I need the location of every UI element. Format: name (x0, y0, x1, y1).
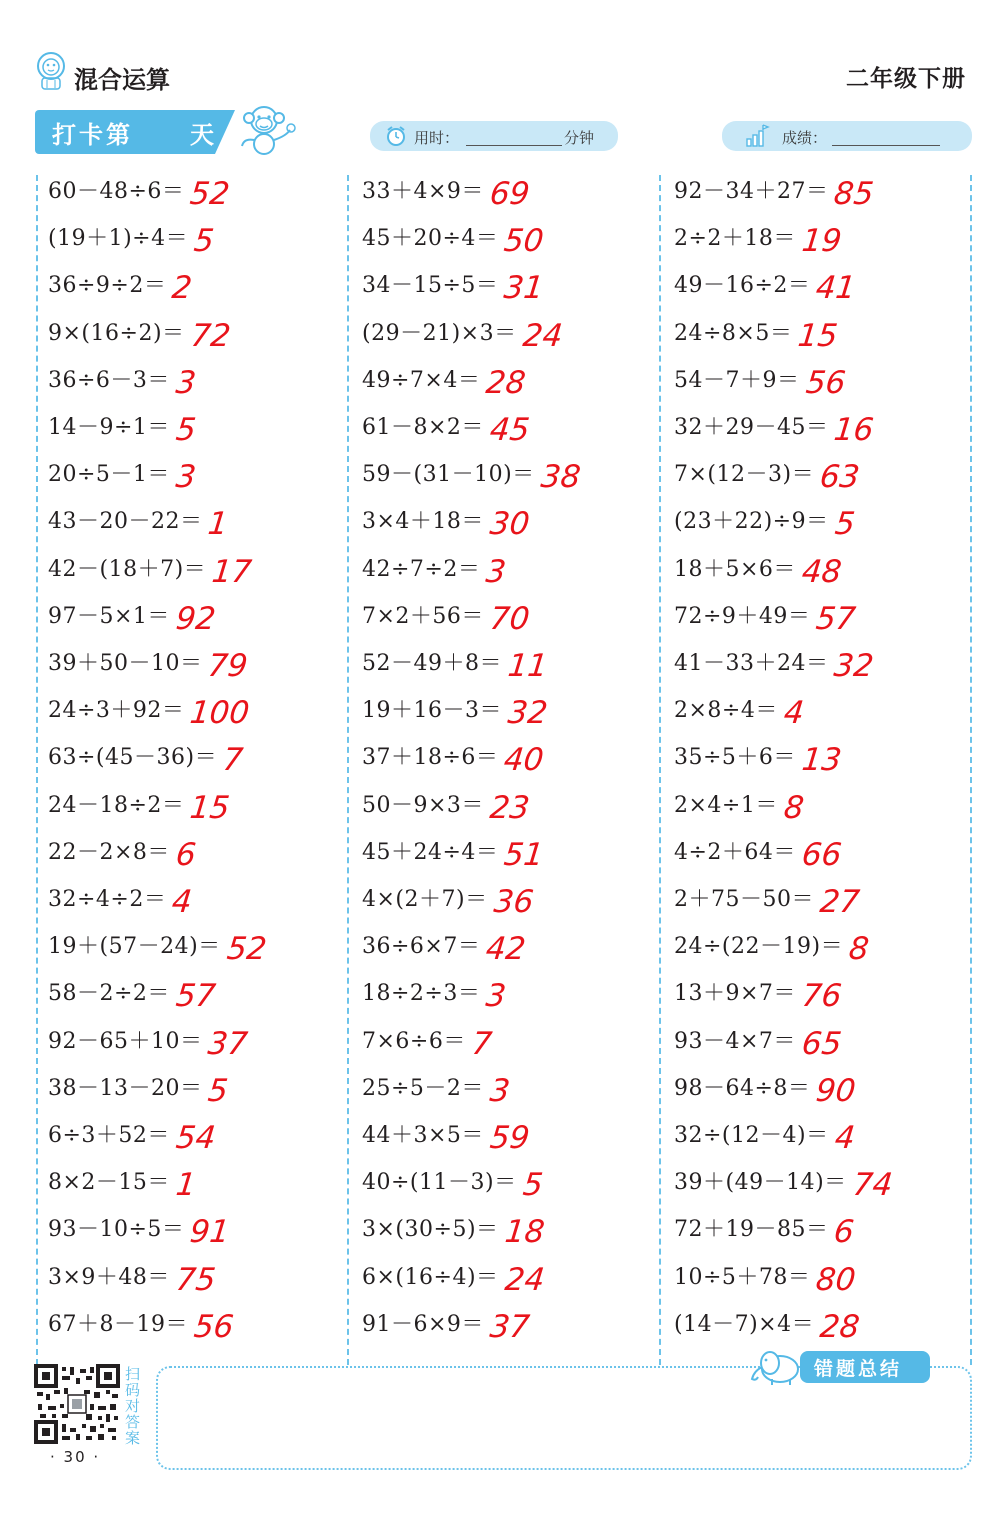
handwritten-answer[interactable]: 100 (188, 695, 252, 732)
exercise-question: 7×2＋56＝ (362, 603, 484, 629)
exercise-row (48, 260, 194, 307)
handwritten-answer[interactable]: 8 (847, 931, 871, 968)
time-unit-label: 分钟 (564, 129, 595, 147)
exercise-row (674, 874, 862, 920)
handwritten-answer[interactable]: 13 (800, 742, 844, 779)
exercise-question: 24－18÷2＝ (48, 792, 185, 818)
exercise-question: 49÷7×4＝ (362, 367, 481, 393)
exercise-question: (23＋22)÷9＝ (674, 509, 829, 535)
exercise-row (362, 591, 532, 637)
exercise-question: (19＋1)÷4＝ (48, 226, 189, 252)
handwritten-answer[interactable]: 72 (188, 317, 232, 354)
qr-code[interactable] (34, 1364, 120, 1444)
handwritten-answer[interactable]: 7 (221, 742, 245, 779)
exercise-row (48, 921, 269, 968)
exercise-row (48, 638, 248, 682)
exercise-row (48, 1299, 236, 1345)
exercise-question: 4×(2＋7)＝ (362, 887, 488, 912)
exercise-question: 72＋19－85＝ (674, 1217, 829, 1243)
exercise-question: 32÷(12－4)＝ (674, 1123, 829, 1148)
handwritten-answer[interactable]: 79 (206, 648, 250, 684)
handwritten-answer[interactable]: 32 (832, 648, 876, 684)
exercise-question: 36÷9÷2＝ (48, 273, 167, 299)
exercise-question: 39＋(49－14)＝ (674, 1170, 847, 1196)
exercise-question: 44＋3×5＝ (362, 1123, 484, 1148)
exercise-row (674, 921, 871, 968)
exercise-row (362, 780, 532, 826)
handwritten-answer[interactable]: 90 (814, 1072, 858, 1109)
exercise-row (674, 591, 856, 635)
exercise-row (674, 780, 804, 824)
exercise-row (48, 355, 196, 399)
exercise-question: 9×(16÷2)＝ (48, 320, 185, 346)
exercise-question: 18÷2÷3＝ (362, 981, 481, 1007)
exercise-question: 24÷3＋92＝ (48, 698, 185, 724)
handwritten-answer[interactable]: 75 (174, 1261, 218, 1298)
handwritten-answer[interactable]: 80 (814, 1261, 858, 1298)
exercise-question: 7×6÷6＝ (362, 1028, 466, 1054)
handwritten-answer[interactable]: 5 (192, 223, 216, 260)
handwritten-answer[interactable]: 8 (781, 789, 806, 826)
exercise-row (674, 1016, 844, 1062)
exercise-row (362, 308, 562, 352)
exercise-row (674, 685, 806, 732)
exercise-row (362, 402, 532, 448)
handwritten-answer[interactable]: 4 (781, 695, 806, 732)
handwritten-answer[interactable]: 65 (800, 1025, 844, 1062)
exercise-question: 35÷5＋6＝ (674, 745, 796, 771)
exercise-row (48, 968, 218, 1015)
handwritten-answer[interactable]: 37 (488, 1308, 532, 1345)
exercise-question: 49－16÷2＝ (674, 273, 811, 299)
exercise-question: 34－15÷5＝ (362, 273, 499, 299)
checkin-day-label: 天 (190, 121, 214, 149)
exercise-question: 36÷6×7＝ (362, 934, 481, 960)
exercise-question: 59－(31－10)＝ (362, 462, 535, 488)
exercise-row (674, 827, 844, 873)
exercise-question: 60－48÷6＝ (48, 179, 185, 204)
handwritten-answer[interactable]: 70 (488, 600, 532, 637)
exercise-row (362, 638, 550, 684)
handwritten-answer[interactable]: 1 (206, 506, 231, 543)
exercise-question: 39＋50－10＝ (48, 651, 203, 676)
checkin-label: 打卡第 (52, 121, 133, 149)
exercise-question: 6÷3＋52＝ (48, 1123, 170, 1148)
exercise-question: 24÷8×5＝ (674, 320, 793, 346)
exercise-row (674, 638, 874, 682)
exercise-question: 14－9÷1＝ (48, 415, 170, 440)
exercise-question: 72÷9＋49＝ (674, 603, 811, 629)
exercise-question: 2×4÷1＝ (674, 792, 778, 818)
exercise-row (362, 1110, 532, 1156)
handwritten-answer[interactable]: 16 (832, 412, 876, 448)
handwritten-answer[interactable]: 40 (502, 742, 546, 779)
handwritten-answer[interactable]: 56 (803, 364, 847, 401)
exercise-row (362, 685, 550, 732)
exercise-row (48, 1110, 218, 1156)
grade-label: 二年级下册 (846, 66, 966, 92)
exercise-row (674, 1063, 856, 1107)
handwritten-answer[interactable]: 5 (832, 506, 857, 543)
exercise-question: 93－10÷5＝ (48, 1217, 185, 1243)
exercise-row (674, 1299, 860, 1343)
handwritten-answer[interactable]: 7 (469, 1025, 494, 1062)
column-separator-2 (659, 175, 661, 1365)
handwritten-answer[interactable]: 28 (818, 1308, 862, 1345)
exercise-row (48, 1016, 248, 1060)
handwritten-answer[interactable]: 36 (491, 884, 535, 920)
exercise-row (362, 1063, 510, 1107)
clock-icon (384, 124, 408, 148)
exercise-row (674, 1252, 856, 1296)
exercise-question: 19＋16－3＝ (362, 698, 502, 724)
exercise-question: 38－13－20＝ (48, 1075, 203, 1101)
exercise-row (48, 732, 245, 779)
exercise-question: 37＋18÷6＝ (362, 745, 499, 771)
handwritten-answer[interactable]: 42 (484, 931, 528, 968)
exercise-row (362, 166, 532, 212)
exercise-row (674, 402, 874, 446)
exercise-row (48, 1204, 232, 1251)
exercise-question: 97－5×1＝ (48, 603, 170, 629)
exercise-question: 61－8×2＝ (362, 415, 484, 440)
handwritten-answer[interactable]: 11 (506, 648, 550, 684)
handwritten-answer[interactable]: 48 (800, 553, 844, 590)
exercise-question: (14－7)×4＝ (674, 1311, 815, 1337)
error-summary-label: 错题总结 (814, 1358, 903, 1380)
exercise-question: 45＋20÷4＝ (362, 226, 499, 252)
exercise-row (48, 1063, 231, 1109)
exercise-question: 3×9＋48＝ (48, 1264, 170, 1290)
handwritten-answer[interactable]: 3 (484, 553, 508, 590)
exercise-question: 36÷6－3＝ (48, 367, 170, 393)
exercise-question: 6×(16÷4)＝ (362, 1264, 499, 1290)
column-border-left (36, 175, 38, 1365)
exercise-row (674, 544, 844, 590)
handwritten-answer[interactable]: 56 (192, 1308, 236, 1345)
exercise-row (674, 496, 857, 543)
exercise-row (362, 1016, 492, 1060)
exercise-question: 8×2－15＝ (48, 1170, 170, 1196)
exercise-question: 93－4×7＝ (674, 1028, 796, 1054)
handwritten-answer[interactable]: 51 (502, 836, 546, 873)
exercise-question: 32＋29－45＝ (674, 415, 829, 440)
handwritten-answer[interactable]: 28 (484, 364, 528, 401)
exercise-question: 13＋9×7＝ (674, 981, 796, 1007)
exercise-question: 4÷2＋64＝ (674, 839, 796, 865)
exercise-row (362, 968, 508, 1015)
exercise-row (674, 308, 838, 352)
handwritten-answer[interactable]: 6 (832, 1214, 857, 1251)
exercise-question: 2÷2＋18＝ (674, 226, 796, 252)
exercise-question: 2×8÷4＝ (674, 698, 778, 724)
exercise-row (48, 827, 196, 871)
exercise-row (362, 827, 544, 871)
score-input-line[interactable] (832, 145, 940, 146)
exercise-question: 20÷5－1＝ (48, 462, 170, 488)
exercise-question: 42－(18＋7)＝ (48, 556, 207, 582)
handwritten-answer[interactable]: 76 (800, 978, 844, 1015)
exercise-question: 50－9×3＝ (362, 792, 484, 818)
exercise-question: 43－20－22＝ (48, 509, 203, 535)
column-border-right (970, 175, 972, 1365)
exercise-question: 92－65＋10＝ (48, 1028, 203, 1054)
exercise-question: 45＋24÷4＝ (362, 839, 499, 865)
handwritten-answer[interactable]: 3 (174, 459, 198, 496)
exercise-row (48, 308, 230, 352)
lion-logo-icon (33, 50, 69, 92)
exercise-row (362, 449, 583, 496)
handwritten-answer[interactable]: 57 (814, 600, 858, 637)
handwritten-answer[interactable]: 31 (502, 270, 546, 307)
exercise-question: 52－49＋8＝ (362, 651, 502, 676)
exercise-question: 25÷5－2＝ (362, 1075, 484, 1101)
time-label: 用时： (414, 129, 460, 147)
book-title: 混合运算 (74, 66, 170, 94)
exercise-row (362, 732, 546, 779)
exercise-row (48, 496, 231, 543)
exercise-question: 7×(12－3)＝ (674, 462, 815, 488)
exercise-row (674, 213, 844, 260)
exercise-question: 32÷4÷2＝ (48, 887, 167, 912)
exercise-row (48, 1252, 218, 1298)
exercise-row (674, 260, 858, 307)
exercise-question: 67＋8－19＝ (48, 1311, 188, 1337)
exercise-question: 40÷(11－3)＝ (362, 1170, 517, 1196)
handwritten-answer[interactable]: 4 (170, 884, 194, 920)
exercise-row (362, 1157, 545, 1204)
handwritten-answer[interactable]: 5 (174, 412, 198, 448)
exercise-question: 3×(30÷5)＝ (362, 1217, 499, 1243)
exercise-row (48, 1157, 198, 1204)
exercise-row (362, 544, 506, 588)
exercise-row (674, 1110, 857, 1156)
handwritten-answer[interactable]: 45 (488, 412, 532, 448)
handwritten-answer[interactable]: 23 (488, 789, 532, 826)
exercise-row (362, 355, 526, 399)
exercise-row (48, 685, 252, 732)
handwritten-answer[interactable]: 4 (832, 1120, 857, 1156)
exercise-row (362, 496, 532, 543)
exercise-question: (29－21)×3＝ (362, 320, 517, 346)
exercise-question: 3×4＋18＝ (362, 509, 484, 535)
handwritten-answer[interactable]: 17 (210, 553, 254, 590)
handwritten-answer[interactable]: 38 (538, 459, 583, 496)
exercise-question: 92－34＋27＝ (674, 179, 829, 204)
handwritten-answer[interactable]: 41 (814, 270, 858, 307)
exercise-question: 41－33＋24＝ (674, 651, 829, 676)
exercise-row (674, 968, 844, 1015)
handwritten-answer[interactable]: 52 (188, 176, 232, 212)
handwritten-answer[interactable]: 37 (206, 1025, 250, 1062)
handwritten-answer[interactable]: 63 (818, 459, 862, 496)
exercise-row (674, 166, 874, 210)
exercise-row (362, 1299, 532, 1345)
exercise-question: 54－7＋9＝ (674, 367, 800, 393)
exercise-row (674, 355, 845, 399)
exercise-question: 2＋75－50＝ (674, 887, 814, 912)
handwritten-answer[interactable]: 24 (502, 1261, 546, 1298)
exercise-row (48, 874, 192, 918)
handwritten-answer[interactable]: 15 (796, 317, 840, 354)
exercise-row (48, 213, 216, 260)
handwritten-answer[interactable]: 66 (800, 836, 844, 873)
exercise-row (674, 732, 844, 779)
exercise-row (674, 1204, 857, 1251)
handwritten-answer[interactable]: 5 (520, 1167, 545, 1204)
monkey-mascot-icon (236, 102, 298, 160)
exercise-question: 98－64÷8＝ (674, 1075, 811, 1101)
exercise-row (674, 449, 862, 496)
chart-icon (744, 122, 770, 148)
exercise-question: 42÷7÷2＝ (362, 556, 481, 582)
handwritten-answer[interactable]: 3 (174, 364, 198, 401)
handwritten-answer[interactable]: 50 (502, 223, 546, 260)
handwritten-answer[interactable]: 6 (174, 836, 198, 873)
scan-for-answers-label: 扫码对答案 (125, 1365, 141, 1447)
exercise-row (674, 1157, 895, 1204)
exercise-row (362, 260, 546, 307)
handwritten-answer[interactable]: 59 (488, 1120, 532, 1156)
handwritten-answer[interactable]: 15 (188, 789, 232, 826)
handwritten-answer[interactable]: 91 (188, 1214, 232, 1251)
score-label: 成绩： (782, 129, 828, 147)
handwritten-answer[interactable]: 57 (174, 978, 218, 1015)
exercise-question: 63÷(45－36)＝ (48, 745, 218, 771)
handwritten-answer[interactable]: 3 (488, 1072, 512, 1109)
exercise-row (362, 1204, 546, 1251)
exercise-question: 58－2÷2＝ (48, 981, 170, 1007)
handwritten-answer[interactable]: 19 (800, 223, 844, 260)
exercise-row (48, 449, 198, 496)
elephant-mascot-icon (748, 1345, 804, 1387)
handwritten-answer[interactable]: 24 (520, 317, 564, 354)
exercise-row (48, 591, 218, 637)
handwritten-answer[interactable]: 1 (174, 1167, 198, 1204)
exercise-row (48, 402, 196, 446)
exercise-row (362, 1252, 544, 1296)
exercise-question: 24÷(22－19)＝ (674, 934, 844, 960)
handwritten-answer[interactable]: 27 (818, 884, 862, 920)
handwritten-answer[interactable]: 18 (502, 1214, 546, 1251)
handwritten-answer[interactable]: 32 (506, 695, 550, 732)
handwritten-answer[interactable]: 3 (484, 978, 508, 1015)
handwritten-answer[interactable]: 74 (850, 1167, 895, 1204)
handwritten-answer[interactable]: 2 (170, 270, 194, 307)
exercise-question: 33＋4×9＝ (362, 179, 484, 204)
time-input-line[interactable] (466, 145, 562, 146)
column-separator-1 (347, 175, 349, 1365)
handwritten-answer[interactable]: 52 (224, 931, 269, 968)
exercise-row (362, 213, 546, 260)
exercise-row (48, 166, 230, 210)
page-number: · 30 · (50, 1448, 101, 1466)
exercise-row (362, 921, 528, 968)
exercise-question: 18＋5×6＝ (674, 556, 796, 582)
exercise-question: 10÷5＋78＝ (674, 1264, 811, 1290)
handwritten-answer[interactable]: 85 (832, 176, 876, 212)
handwritten-answer[interactable]: 92 (174, 600, 218, 637)
handwritten-answer[interactable]: 30 (488, 506, 532, 543)
exercise-question: 22－2×8＝ (48, 839, 170, 865)
exercise-row (362, 874, 533, 918)
exercise-row (48, 544, 252, 588)
exercise-question: 91－6×9＝ (362, 1311, 484, 1337)
handwritten-answer[interactable]: 54 (174, 1120, 218, 1156)
handwritten-answer[interactable]: 5 (206, 1072, 231, 1109)
exercise-question: 19＋(57－24)＝ (48, 934, 221, 960)
handwritten-answer[interactable]: 69 (488, 176, 532, 212)
exercise-row (48, 780, 230, 824)
